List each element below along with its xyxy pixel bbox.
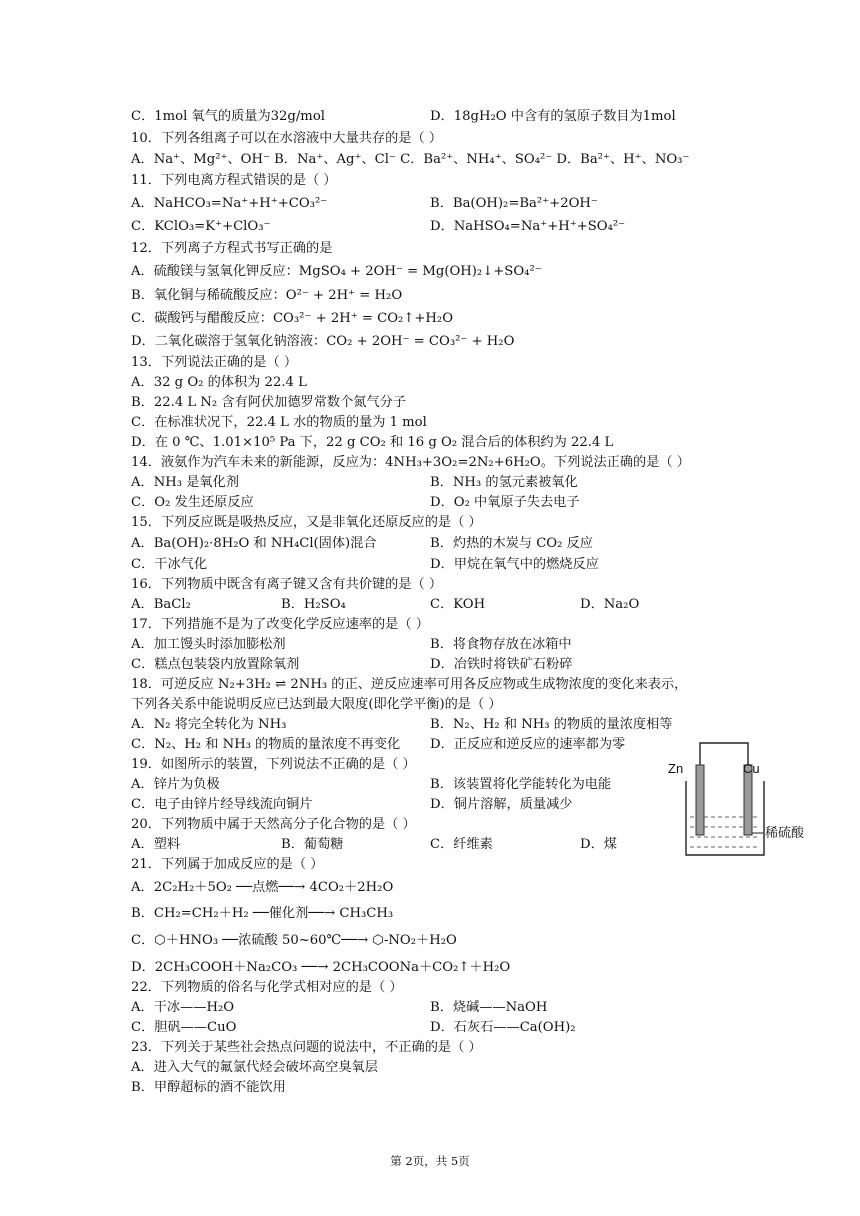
solution-label: 稀硫酸 <box>765 826 805 841</box>
q19-option-d: D．铜片溶解，质量减少 <box>430 797 573 812</box>
q19-option-c: C．电子由锌片经导线流向铜片 <box>131 797 313 812</box>
q15-option-c: C．干冰气化 <box>131 557 208 572</box>
q18-option-c: C．N₂、H₂ 和 NH₃ 的物质的量浓度不再变化 <box>131 737 401 752</box>
q14-option-d: D．O₂ 中氧原子失去电子 <box>430 495 580 510</box>
q22-option-b: B．烧碱——NaOH <box>430 1000 548 1015</box>
q15-option-b: B．灼热的木炭与 CO₂ 反应 <box>430 536 593 551</box>
q12-option-a: A．硫酸镁与氢氧化钾反应：MgSO₄ + 2OH⁻ = Mg(OH)₂↓+SO₄²⁻ <box>131 264 542 279</box>
q17-option-c: C．糕点包装袋内放置除氧剂 <box>131 657 300 672</box>
q12-stem: 12．下列离子方程式书写正确的是 <box>131 241 333 256</box>
q21-option-a: A．2C₂H₂＋5O₂ ──点燃──→ 4CO₂＋2H₂O <box>131 880 394 895</box>
q16-option-a: A．BaCl₂ <box>131 597 191 612</box>
q14-option-b: B．NH₃ 的氢元素被氧化 <box>430 475 578 490</box>
q21-option-b: B．CH₂=CH₂＋H₂ ──催化剂──→ CH₃CH₃ <box>131 906 394 921</box>
q23-stem: 23．下列关于某些社会热点问题的说法中，不正确的是（ ） <box>131 1040 482 1055</box>
q16-option-c: C．KOH <box>430 597 486 612</box>
zn-label: Zn <box>668 761 684 776</box>
q21-option-c: C．⬡＋HNO₃ ──浓硫酸 50~60℃──→ ⬡-NO₂＋H₂O <box>131 933 457 948</box>
q22-option-a: A．干冰——H₂O <box>131 1000 235 1015</box>
q13-option-b: B．22.4 L N₂ 含有阿伏加德罗常数个氮气分子 <box>131 395 407 410</box>
cu-label: Cu <box>743 761 760 776</box>
q11-option-d: D．NaHSO₄=Na⁺+H⁺+SO₄²⁻ <box>430 219 626 234</box>
q20-option-a: A．塑料 <box>131 837 181 852</box>
q20-option-b: B．葡萄糖 <box>281 837 344 852</box>
q18-stem-line2: 下列各关系中能说明反应已达到最大限度(即化学平衡)的是（ ） <box>131 697 502 712</box>
q11-stem: 11．下列电离方程式错误的是（ ） <box>131 173 337 188</box>
q12-option-b: B．氧化铜与稀硫酸反应：O²⁻ + 2H⁺ = H₂O <box>131 288 403 303</box>
q15-option-d: D．甲烷在氧气中的燃烧反应 <box>430 557 599 572</box>
q11-option-a: A．NaHCO₃=Na⁺+H⁺+CO₃²⁻ <box>131 196 328 211</box>
q22-option-c: C．胆矾——CuO <box>131 1020 237 1035</box>
q13-stem: 13．下列说法正确的是（ ） <box>131 355 298 370</box>
q12-option-c: C．碳酸钙与醋酸反应：CO₃²⁻ + 2H⁺ = CO₂↑+H₂O <box>131 311 454 326</box>
q17-option-b: B．将食物存放在冰箱中 <box>430 637 572 652</box>
q11-option-b: B．Ba(OH)₂=Ba²⁺+2OH⁻ <box>430 196 598 211</box>
q10-options: A．Na⁺、Mg²⁺、OH⁻ B．Na⁺、Ag⁺、Cl⁻ C．Ba²⁺、NH₄⁺、SO₄²⁻ D．Ba²⁺、H⁺、NO₃⁻ <box>131 152 690 167</box>
q10-stem: 10．下列各组离子可以在水溶液中大量共存的是（ ） <box>131 131 443 146</box>
q18-option-d: D．正反应和逆反应的速率都为零 <box>430 737 626 752</box>
q21-option-d: D．2CH₃COOH＋Na₂CO₃ ──→ 2CH₃COONa＋CO₂↑＋H₂O <box>131 960 511 975</box>
q17-option-a: A．加工馒头时添加膨松剂 <box>131 637 286 652</box>
q13-option-a: A．32 g O₂ 的体积为 22.4 L <box>131 375 307 390</box>
wire <box>700 743 748 772</box>
q13-option-d: D．在 0 ℃、1.01×10⁵ Pa 下，22 g CO₂ 和 16 g O₂ 混合后的体积约为 22.4 L <box>131 435 614 450</box>
q9-option-d: D．18gH₂O 中含有的氢原子数目为1mol <box>430 109 676 124</box>
q17-stem: 17．下列措施不是为了改变化学反应速率的是（ ） <box>131 617 429 632</box>
q12-option-d: D．二氧化碳溶于氢氧化钠溶液：CO₂ + 2OH⁻ = CO₃²⁻ + H₂O <box>131 334 515 349</box>
q23-option-b: B．甲醇超标的酒不能饮用 <box>131 1080 286 1095</box>
q19-option-a: A．锌片为负极 <box>131 777 220 792</box>
q19-stem: 19．如图所示的装置，下列说法不正确的是（ ） <box>131 757 416 772</box>
q23-option-a: A．进入大气的氟氯代烃会破坏高空臭氧层 <box>131 1060 378 1075</box>
q18-option-a: A．N₂ 将完全转化为 NH₃ <box>131 717 287 732</box>
q22-option-d: D．石灰石——Ca(OH)₂ <box>430 1020 576 1035</box>
q18-option-b: B．N₂、H₂ 和 NH₃ 的物质的量浓度相等 <box>430 717 673 732</box>
page-footer: 第 2页，共 5页 <box>390 1154 470 1168</box>
q9-option-c: C．1mol 氧气的质量为32g/mol <box>131 109 325 124</box>
q14-option-c: C．O₂ 发生还原反应 <box>131 495 254 510</box>
q13-option-c: C．在标准状况下，22.4 L 水的物质的量为 1 mol <box>131 415 427 430</box>
q14-stem: 14．液氨作为汽车未来的新能源，反应为：4NH₃+3O₂=2N₂+6H₂O。下列说法正确的是（ ） <box>131 455 690 470</box>
galvanic-cell-diagram <box>668 737 818 862</box>
q20-option-c: C．纤维素 <box>430 837 493 852</box>
q20-stem: 20．下列物质中属于天然高分子化合物的是（ ） <box>131 817 416 832</box>
q16-option-d: D．Na₂O <box>580 597 640 612</box>
q21-stem: 21．下列属于加成反应的是（ ） <box>131 857 324 872</box>
q19-option-b: B．该装置将化学能转化为电能 <box>430 777 612 792</box>
q14-option-a: A．NH₃ 是氧化剂 <box>131 475 239 490</box>
zinc-electrode <box>696 765 704 835</box>
q20-option-d: D．煤 <box>580 837 617 852</box>
q15-option-a: A．Ba(OH)₂·8H₂O 和 NH₄Cl(固体)混合 <box>131 536 377 551</box>
q16-stem: 16．下列物质中既含有离子键又含有共价键的是（ ） <box>131 577 443 592</box>
q22-stem: 22．下列物质的俗名与化学式相对应的是（ ） <box>131 980 403 995</box>
q17-option-d: D．冶铁时将铁矿石粉碎 <box>430 657 573 672</box>
q18-stem-line1: 18．可逆反应 N₂+3H₂ ⇌ 2NH₃ 的正、逆反应速率可用各反应物或生成物浓度的变化来表示， <box>131 677 688 692</box>
q16-option-b: B．H₂SO₄ <box>281 597 346 612</box>
q15-stem: 15．下列反应既是吸热反应，又是非氧化还原反应的是（ ） <box>131 515 482 530</box>
q11-option-c: C．KClO₃=K⁺+ClO₃⁻ <box>131 219 271 234</box>
